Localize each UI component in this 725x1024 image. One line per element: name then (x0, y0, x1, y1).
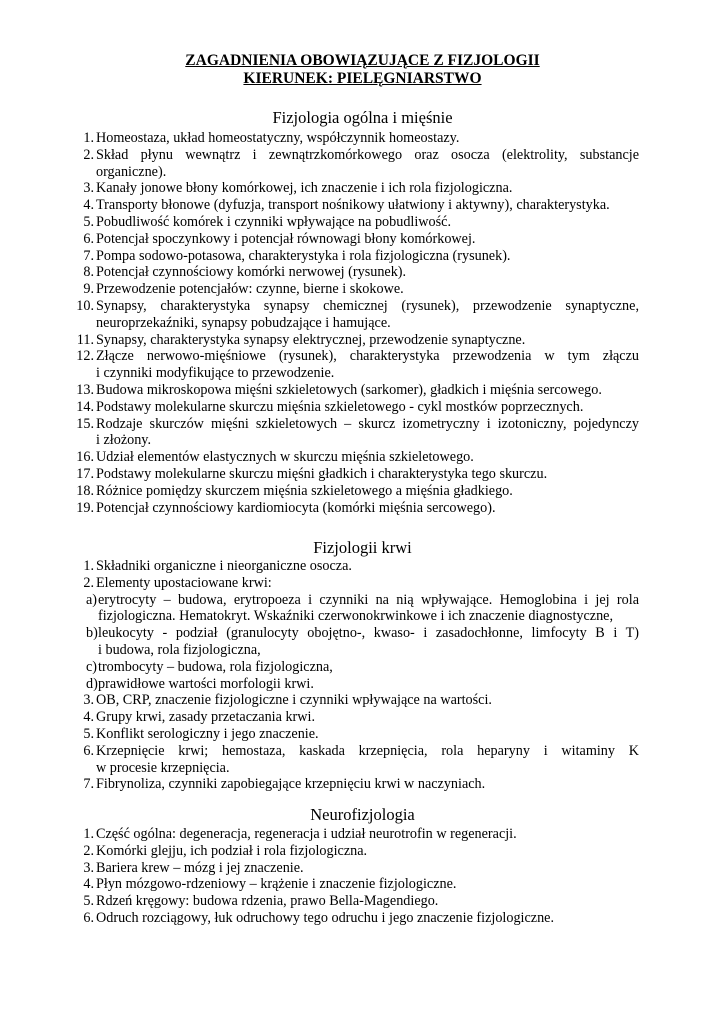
item-text: Rdzeń kręgowy: budowa rdzenia, prawo Bella-Magendiego. (96, 893, 439, 910)
item-text: Pompa sodowo-potasowa, charakterystyka i rola fizjologiczna (rysunek). (96, 247, 511, 264)
list-item (72, 860, 639, 877)
item-number: 5. (83, 893, 94, 910)
item-number: 3. (83, 859, 94, 876)
item-text-continuation: fizjologiczna. Hematokryt. Wskaźniki czerwonokrwinkowe i ich znaczenie diagnostyczne, (98, 608, 614, 625)
item-number: 13. (76, 381, 94, 398)
item-text: erytrocyty – budowa, erytropoeza i czynniki na nią wpływające. Hemoglobina i jej rola (98, 591, 639, 608)
item-text: Udział elementów elastycznych w skurczu mięśnia szkieletowego. (96, 449, 474, 466)
item-text: Złącze nerwowo-mięśniowe (rysunek), charakterystyka przewodzenia w tym złączu (96, 348, 639, 365)
list-item (72, 298, 639, 332)
item-text: Synapsy, charakterystyka synapsy chemicznej (rysunek), przewodzenie synaptyczne, (96, 297, 639, 314)
list-item (72, 575, 639, 592)
item-number: 17. (76, 465, 94, 482)
item-text: trombocyty – budowa, rola fizjologiczna, (98, 658, 333, 675)
item-text: Odruch rozciągowy, łuk odruchowy tego odruchu i jego znaczenie fizjologiczne. (96, 909, 555, 926)
list-item (72, 180, 639, 197)
item-text: Fibrynoliza, czynniki zapobiegające krzepnięciu krwi w naczyniach. (96, 776, 486, 793)
item-number: 5. (83, 213, 94, 230)
item-text-continuation: i czynniki modyfikujące to przewodzenie. (96, 365, 335, 382)
item-number: 4. (83, 876, 94, 893)
item-number: a) (86, 591, 98, 608)
item-number: 5. (83, 725, 94, 742)
item-number: 1. (83, 130, 94, 146)
item-text: Potencjał spoczynkowy i potencjał równowagi błony komórkowej. (96, 230, 476, 247)
item-text: Synapsy, charakterystyka synapsy elektrycznej, przewodzenie synaptyczne. (96, 331, 526, 348)
item-text-continuation: organiczne). (96, 163, 167, 180)
list-item (72, 449, 639, 466)
section-heading-blood: Fizjologii krwi (313, 538, 412, 557)
list-item (72, 130, 639, 147)
list-general-physiology (72, 130, 639, 516)
item-text: leukocyty - podział (granulocyty obojętno-, kwaso- i zasadochłonne, limfocyty B i T) (98, 625, 639, 642)
sub-list-item (72, 592, 639, 626)
item-number: 4. (83, 197, 94, 214)
item-number: 19. (76, 499, 94, 516)
list-item (72, 416, 639, 450)
item-number: 11. (76, 331, 94, 348)
list-item (72, 558, 639, 575)
item-text: Potencjał czynnościowy komórki nerwowej (rysunek). (96, 264, 407, 281)
sub-list-item (72, 659, 639, 676)
list-item (72, 500, 639, 517)
item-number: c) (86, 658, 98, 675)
item-number: 9. (83, 281, 94, 298)
item-text: Pobudliwość komórek i czynniki wpływające na pobudliwość. (96, 213, 452, 230)
list-item (72, 348, 639, 382)
section-heading-neuro: Neurofizjologia (310, 805, 415, 824)
section-heading-general: Fizjologia ogólna i mięśnie (272, 108, 453, 127)
item-text-continuation: i złożony. (96, 432, 152, 449)
list-item (72, 147, 639, 181)
item-number: 14. (76, 398, 94, 415)
item-number: 6. (83, 742, 94, 759)
item-text: Krzepnięcie krwi; hemostaza, kaskada krzepnięcia, rola heparyny i witaminy K (96, 742, 639, 759)
list-item (72, 264, 639, 281)
list-item (72, 382, 639, 399)
item-text: Skład płynu wewnątrz i zewnątrzkomórkowego oraz osocza (elektrolity, substancje (96, 146, 639, 163)
item-number: 6. (83, 230, 94, 247)
list-item (72, 876, 639, 893)
item-number: b) (86, 625, 98, 642)
item-number: 7. (83, 776, 94, 793)
list-item (72, 893, 639, 910)
list-item (72, 483, 639, 500)
list-item (72, 709, 639, 726)
list-item (72, 692, 639, 709)
item-text: Komórki glejju, ich podział i rola fizjologiczna. (96, 842, 368, 859)
list-item (72, 332, 639, 349)
item-number: 2. (83, 574, 94, 591)
document-subtitle: KIERUNEK: PIELĘGNIARSTWO (243, 70, 482, 87)
item-number: 1. (83, 558, 94, 574)
list-item (72, 231, 639, 248)
item-text: Różnice pomiędzy skurczem mięśnia szkieletowego a mięśnia gładkiego. (96, 482, 513, 499)
item-number: 18. (76, 482, 94, 499)
item-number: 3. (83, 180, 94, 197)
list-neurophysiology (72, 826, 639, 927)
list-blood-physiology (72, 558, 639, 793)
item-text: Podstawy molekularne skurczu mięśnia szkieletowego - cykl mostków poprzecznych. (96, 398, 584, 415)
sub-list-item (72, 676, 639, 693)
item-text: Homeostaza, układ homeostatyczny, współczynnik homeostazy. (96, 130, 460, 146)
item-number: 12. (76, 348, 94, 365)
list-item (72, 248, 639, 265)
list-item (72, 826, 639, 843)
list-item (72, 214, 639, 231)
sub-list-item (72, 625, 639, 659)
item-text-continuation: i budowa, rola fizjologiczna, (98, 641, 261, 658)
item-number: 4. (83, 709, 94, 726)
item-number: 2. (83, 842, 94, 859)
item-text: Kanały jonowe błony komórkowej, ich znaczenie i ich rola fizjologiczna. (96, 180, 513, 197)
item-text: Część ogólna: degeneracja, regeneracja i udział neurotrofin w regeneracji. (96, 826, 517, 842)
item-number: 16. (76, 449, 94, 466)
item-text: Konflikt serologiczny i jego znaczenie. (96, 725, 319, 742)
list-item (72, 399, 639, 416)
document-title: ZAGADNIENIA OBOWIĄZUJĄCE Z FIZJOLOGII (185, 52, 540, 69)
item-text: prawidłowe wartości morfologii krwi. (98, 675, 314, 692)
list-item (72, 281, 639, 298)
list-item (72, 843, 639, 860)
item-text: Rodzaje skurczów mięśni szkieletowych – skurcz izometryczny i izotoniczny, pojedynczy (96, 415, 639, 432)
item-number: 6. (83, 909, 94, 926)
list-item (72, 910, 639, 927)
list-item (72, 197, 639, 214)
item-text: Transporty błonowe (dyfuzja, transport nośnikowy ułatwiony i aktywny), charakterystyka. (96, 197, 610, 214)
item-number: 2. (83, 146, 94, 163)
list-item (72, 466, 639, 483)
item-text: Podstawy molekularne skurczu mięśni gładkich i charakterystyka tego skurczu. (96, 465, 548, 482)
item-text-continuation: neuroprzekaźniki, synapsy pobudzające i hamujące. (96, 314, 391, 331)
list-item (72, 726, 639, 743)
item-text-continuation: w procesie krzepnięcia. (96, 759, 230, 776)
item-number: 10. (76, 297, 94, 314)
item-number: 8. (83, 264, 94, 281)
item-text: Grupy krwi, zasady przetaczania krwi. (96, 709, 316, 726)
item-number: 3. (83, 692, 94, 709)
item-number: d) (86, 675, 98, 692)
item-text: Składniki organiczne i nieorganiczne osocza. (96, 558, 352, 574)
item-number: 15. (76, 415, 94, 432)
list-item (72, 776, 639, 793)
item-number: 7. (83, 247, 94, 264)
item-text: Budowa mikroskopowa mięśni szkieletowych (sarkomer), gładkich i mięśnia sercowego. (96, 381, 602, 398)
item-text: Bariera krew – mózg i jej znaczenie. (96, 859, 304, 876)
item-number: 1. (83, 826, 94, 842)
item-text: Płyn mózgowo-rdzeniowy – krążenie i znaczenie fizjologiczne. (96, 876, 457, 893)
item-text: Elementy upostaciowane krwi: (96, 574, 272, 591)
list-item (72, 743, 639, 777)
item-text: Przewodzenie potencjałów: czynne, bierne i skokowe. (96, 281, 404, 298)
item-text: Potencjał czynnościowy kardiomiocyta (komórki mięśnia sercowego). (96, 499, 496, 516)
item-text: OB, CRP, znaczenie fizjologiczne i czynniki wpływające na wartości. (96, 692, 492, 709)
